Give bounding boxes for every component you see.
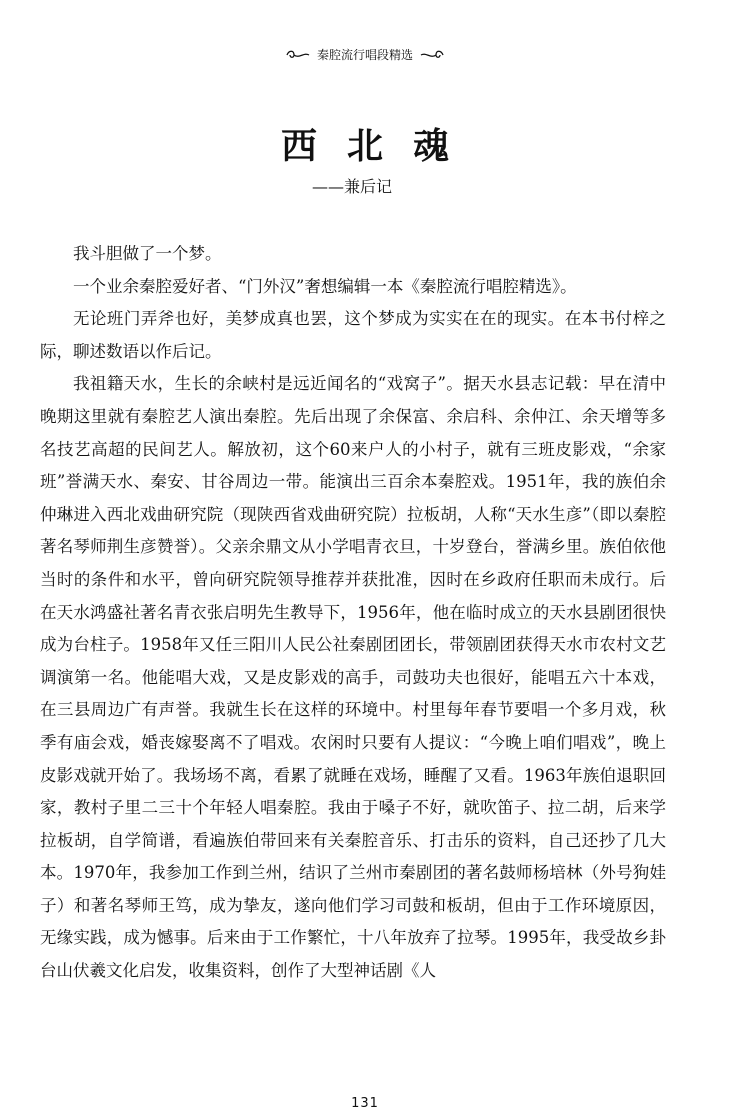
flourish-left-icon bbox=[285, 49, 311, 61]
paragraph: 一个业余秦腔爱好者、“门外汉”奢想编辑一本《秦腔流行唱腔精选》。 bbox=[73, 276, 577, 296]
running-title: 秦腔流行唱段精选 bbox=[316, 48, 413, 62]
flourish-right-icon bbox=[419, 49, 445, 61]
page-subtitle: ——兼后记 bbox=[312, 177, 393, 196]
running-header bbox=[0, 46, 730, 63]
page-title: 西北魂 bbox=[280, 125, 479, 167]
paragraph: 无论班门弄斧也好，美梦成真也罢，这个梦成为实实在在的现实。在本书付梓之际，聊述数语以作后记。 bbox=[40, 309, 666, 361]
paragraph: 我祖籍天水，生长的余峡村是远近闻名的“戏窝子”。据天水县志记载：早在清中晚期这里就有秦腔艺人演出秦腔。先后出现了余保富、余启科、余仲江、余天增等多名技艺高超的民间艺人。解放初，这个60来户人的小村子，就有三班皮影戏，“余家班”誉满天水、秦安、甘谷周边一带。能演出三百余本秦腔戏。1951年，我的族伯余仲琳进入西北戏曲研究院（现陕西省戏曲研究院）拉板胡，人称“天水生彦”（即以秦腔著名琴师荆生彦赞誉）。父亲余鼎文从小学唱青衣旦，十岁登台，誉满乡里。族伯依他当时的条件和水平，曾向研究院领导推荐并获批准，因时在乡政府任职而未成行。后在天水鸿盛社著名青衣张启明先生教导下，1956年，他在临时成立的天水县剧团很快成为台柱子。1958年又任三阳川人民公社秦剧团团长，带领剧团获得天水市农村文艺调演第一名。他能唱大戏，又是皮影戏的高手，司鼓功夫也很好，能唱五六十本戏，在三县周边广有声誉。我就生长在这样的环境中。村里每年春节要唱一个多月戏，秋季有庙会戏，婚丧嫁娶离不了唱戏。农闲时只要有人提议：“今晚上咱们唱戏”，晚上皮影戏就开始了。我场场不离，看累了就睡在戏场，睡醒了又看。1963年族伯退职回家，教村子里二三十个年轻人唱秦腔。我由于嗓子不好，就吹笛子、拉二胡，后来学拉板胡，自学简谱，看遍族伯带回来有关秦腔音乐、打击乐的资料，自己还抄了几大本。1970年，我参加工作到兰州，结识了兰州市秦剧团的著名鼓师杨培林（外号狗娃子）和著名琴师王笃，成为挚友，遂向他们学习司鼓和板胡，但由于工作环境原因，无缘实践，成为憾事。后来由于工作繁忙，十八年放弃了拉琴。1995年，我受故乡卦台山伏羲文化启发，收集资料，创作了大型神话剧《人 bbox=[40, 374, 666, 981]
page-number: 131 bbox=[351, 1096, 379, 1111]
article-body bbox=[40, 238, 666, 988]
paragraph: 我斗胆做了一个梦。 bbox=[73, 244, 222, 263]
